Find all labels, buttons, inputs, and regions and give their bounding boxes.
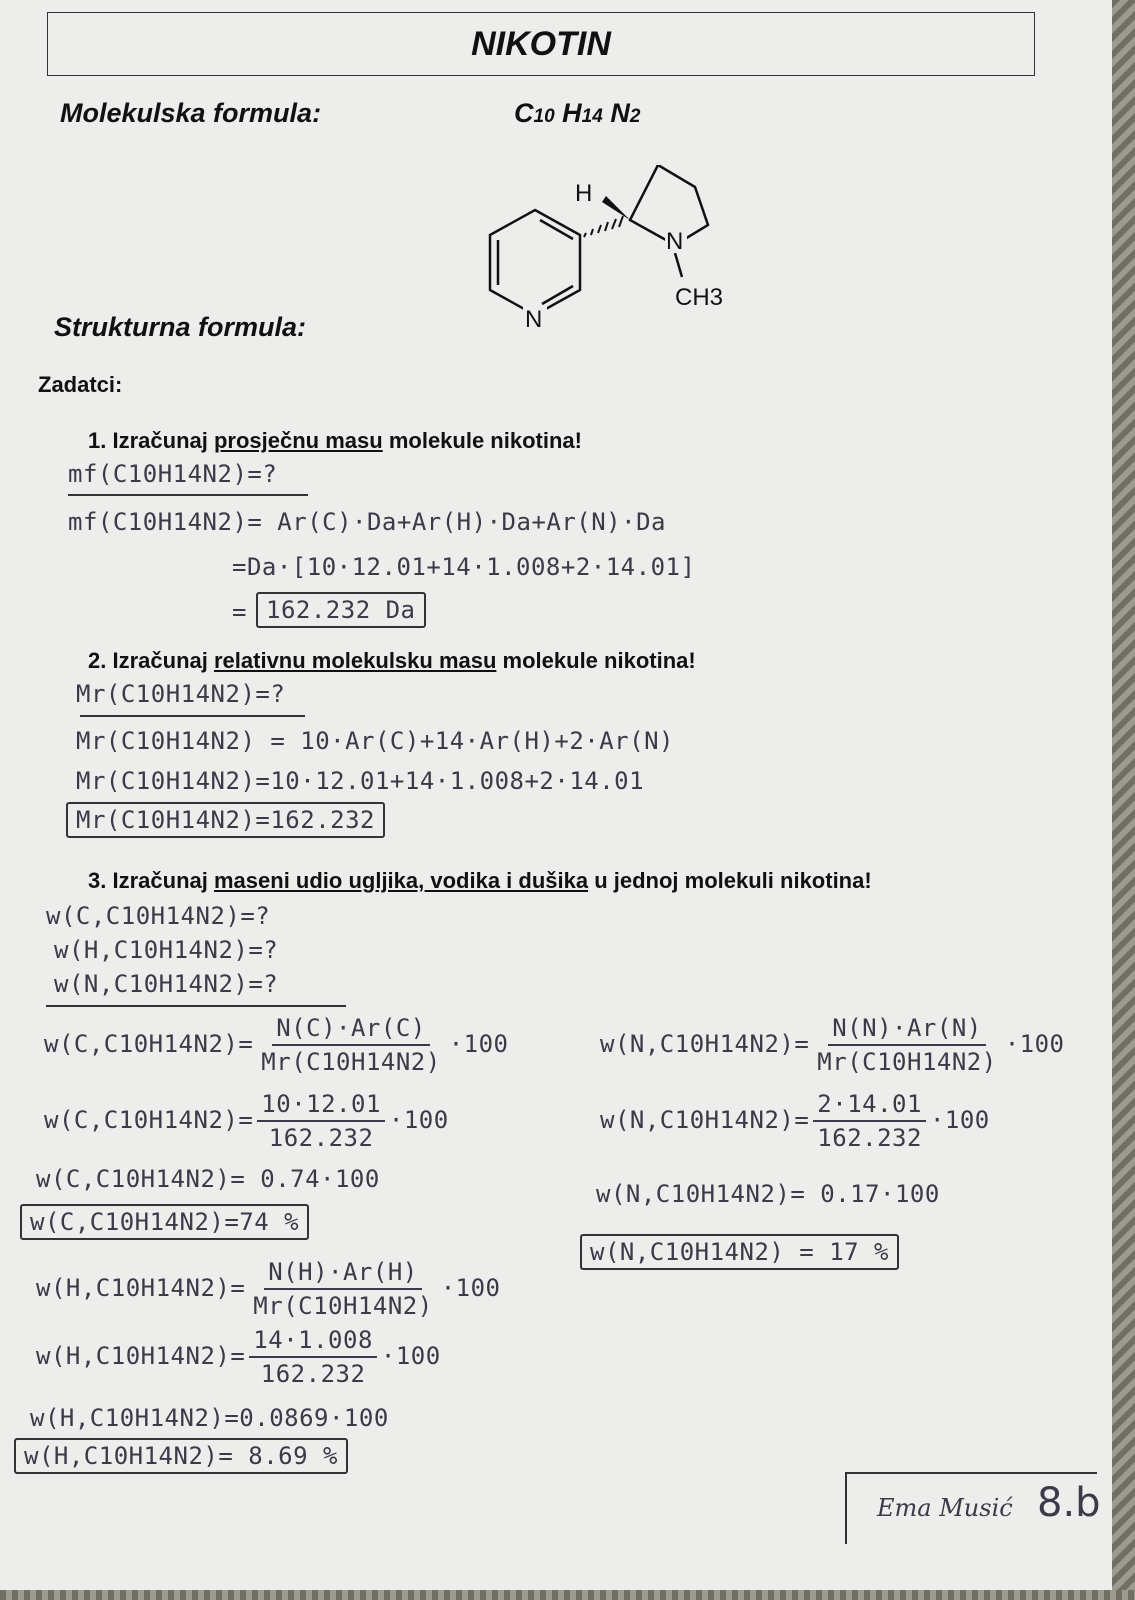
task-2-line-1: Mr(C10H14N2) = 10·Ar(C)+14·Ar(H)+2·Ar(N)	[76, 727, 674, 755]
nitrogen-values-line	[600, 1090, 990, 1152]
formula-c: C	[514, 98, 534, 128]
atom-h: H	[575, 180, 593, 207]
background-carpet-right	[1112, 0, 1135, 1600]
task-2-underlined: relativnu molekulsku masu	[213, 648, 497, 673]
task-3-given-h: w(H,C10H14N2)=?	[54, 936, 279, 964]
task-1-line-2: =Da·[10·12.01+14·1.008+2·14.01]	[232, 553, 696, 581]
task-2-given: Mr(C10H14N2)=?	[76, 680, 286, 708]
task-1-pre: Izračunaj	[112, 428, 208, 453]
carbon-result: w(C,C10H14N2)=74 %	[20, 1204, 309, 1240]
task-1-heading	[88, 428, 582, 454]
carbon-fraction	[257, 1014, 444, 1076]
task-1-result: 162.232 Da	[256, 592, 426, 628]
nitrogen-result: w(N,C10H14N2) = 17 %	[580, 1234, 899, 1270]
nitrogen-lhs: w(N,C10H14N2)=	[600, 1030, 810, 1058]
task-3-rule	[46, 1005, 346, 1007]
formula-n-count: 2	[629, 106, 641, 127]
hydrogen-value-fraction	[249, 1326, 377, 1388]
hydrogen-lhs: w(H,C10H14N2)=	[36, 1274, 246, 1302]
task-1-post: molekule nikotina!	[388, 428, 582, 453]
wedge-bond	[602, 196, 630, 220]
hydrogen-formula-line	[36, 1258, 500, 1320]
nitrogen-denominator: Mr(C10H14N2)	[817, 1048, 997, 1076]
nitrogen-decimal-line: w(N,C10H14N2)= 0.17·100	[596, 1180, 940, 1208]
nitrogen-numerator: N(N)·Ar(N)	[828, 1014, 986, 1046]
task-3-post: u jednoj molekuli nikotina!	[594, 868, 872, 893]
student-name: Ema Musić	[877, 1494, 1013, 1522]
carbon-formula-line	[44, 1014, 508, 1076]
nitrogen-value-denominator: 162.232	[817, 1124, 922, 1152]
task-2-result: Mr(C10H14N2)=162.232	[66, 802, 385, 838]
signature-block	[845, 1472, 1101, 1544]
carbon-value-numerator: 10·12.01	[257, 1090, 385, 1122]
background-carpet-bottom	[0, 1590, 1135, 1600]
pyridine-ring	[490, 210, 580, 315]
hydrogen-times-100-2: ·100	[380, 1342, 441, 1370]
task-3-given-n: w(N,C10H14N2)=?	[54, 970, 279, 998]
carbon-decimal-line: w(C,C10H14N2)= 0.74·100	[36, 1165, 380, 1193]
atom-n-pyrrolidine: N	[666, 228, 684, 255]
task-2-line-2: Mr(C10H14N2)=10·12.01+14·1.008+2·14.01	[76, 767, 645, 795]
tasks-heading: Zadatci:	[38, 372, 123, 397]
student-class: 8.b	[1037, 1480, 1101, 1526]
page-title: NIKOTIN	[47, 12, 1035, 76]
hydrogen-result: w(H,C10H14N2)= 8.69 %	[14, 1438, 348, 1474]
hydrogen-value-numerator: 14·1.008	[249, 1326, 377, 1358]
molecular-formula-label: Molekulska formula:	[60, 98, 322, 128]
nitrogen-formula-line	[600, 1014, 1064, 1076]
task-3-pre: Izračunaj	[112, 868, 208, 893]
carbon-times-100-2: ·100	[388, 1106, 449, 1134]
task-1-rule	[68, 494, 308, 496]
atom-ch3: CH3	[675, 284, 724, 311]
nitrogen-fraction	[813, 1014, 1000, 1076]
hydrogen-numerator: N(H)·Ar(H)	[264, 1258, 422, 1290]
task-2-pre: Izračunaj	[112, 648, 208, 673]
molecular-formula	[514, 98, 640, 129]
formula-n: N	[610, 98, 630, 128]
nitrogen-value-numerator: 2·14.01	[813, 1090, 926, 1122]
task-2-number: 2.	[88, 648, 107, 673]
carbon-numerator: N(C)·Ar(C)	[272, 1014, 430, 1046]
hydrogen-decimal-line: w(H,C10H14N2)=0.0869·100	[30, 1404, 389, 1432]
formula-h-count: 14	[581, 106, 603, 127]
formula-h: H	[562, 98, 582, 128]
carbon-values-line	[44, 1090, 449, 1152]
hydrogen-fraction	[249, 1258, 436, 1320]
carbon-value-fraction	[257, 1090, 385, 1152]
structural-formula-label: Strukturna formula:	[54, 312, 307, 342]
hydrogen-value-denominator: 162.232	[260, 1360, 366, 1388]
nitrogen-value-fraction	[813, 1090, 926, 1152]
task-1-line-1: mf(C10H14N2)= Ar(C)·Da+Ar(H)·Da+Ar(N)·Da	[68, 508, 666, 536]
carbon-lhs: w(C,C10H14N2)=	[44, 1030, 254, 1058]
hydrogen-times-100: ·100	[440, 1274, 501, 1302]
task-3-underlined: maseni udio ugljika, vodika i dušika	[213, 868, 589, 893]
task-1-underlined: prosječnu masu	[213, 428, 383, 453]
task-1-given: mf(C10H14N2)=?	[68, 460, 278, 488]
formula-c-count: 10	[533, 106, 555, 127]
task-1-number: 1.	[88, 428, 107, 453]
carbon-value-denominator: 162.232	[268, 1124, 374, 1152]
task-3-given-c: w(C,C10H14N2)=?	[46, 902, 271, 930]
hydrogen-lhs-2: w(H,C10H14N2)=	[36, 1342, 246, 1370]
carbon-lhs-2: w(C,C10H14N2)=	[44, 1106, 254, 1134]
atom-n-pyridine: N	[525, 306, 543, 333]
task-3-heading	[88, 868, 872, 894]
nitrogen-times-100-2: ·100	[929, 1106, 990, 1134]
carbon-times-100: ·100	[448, 1030, 509, 1058]
hydrogen-values-line	[36, 1326, 441, 1388]
hydrogen-denominator: Mr(C10H14N2)	[253, 1292, 433, 1320]
carbon-denominator: Mr(C10H14N2)	[261, 1048, 441, 1076]
task-2-heading	[88, 648, 696, 674]
nitrogen-times-100: ·100	[1004, 1030, 1065, 1058]
nitrogen-lhs-2: w(N,C10H14N2)=	[600, 1106, 810, 1134]
task-1-eq: =	[232, 598, 247, 626]
nicotine-structure-diagram	[470, 165, 760, 350]
task-2-rule	[80, 715, 305, 717]
task-2-post: molekule nikotina!	[502, 648, 696, 673]
task-3-number: 3.	[88, 868, 107, 893]
